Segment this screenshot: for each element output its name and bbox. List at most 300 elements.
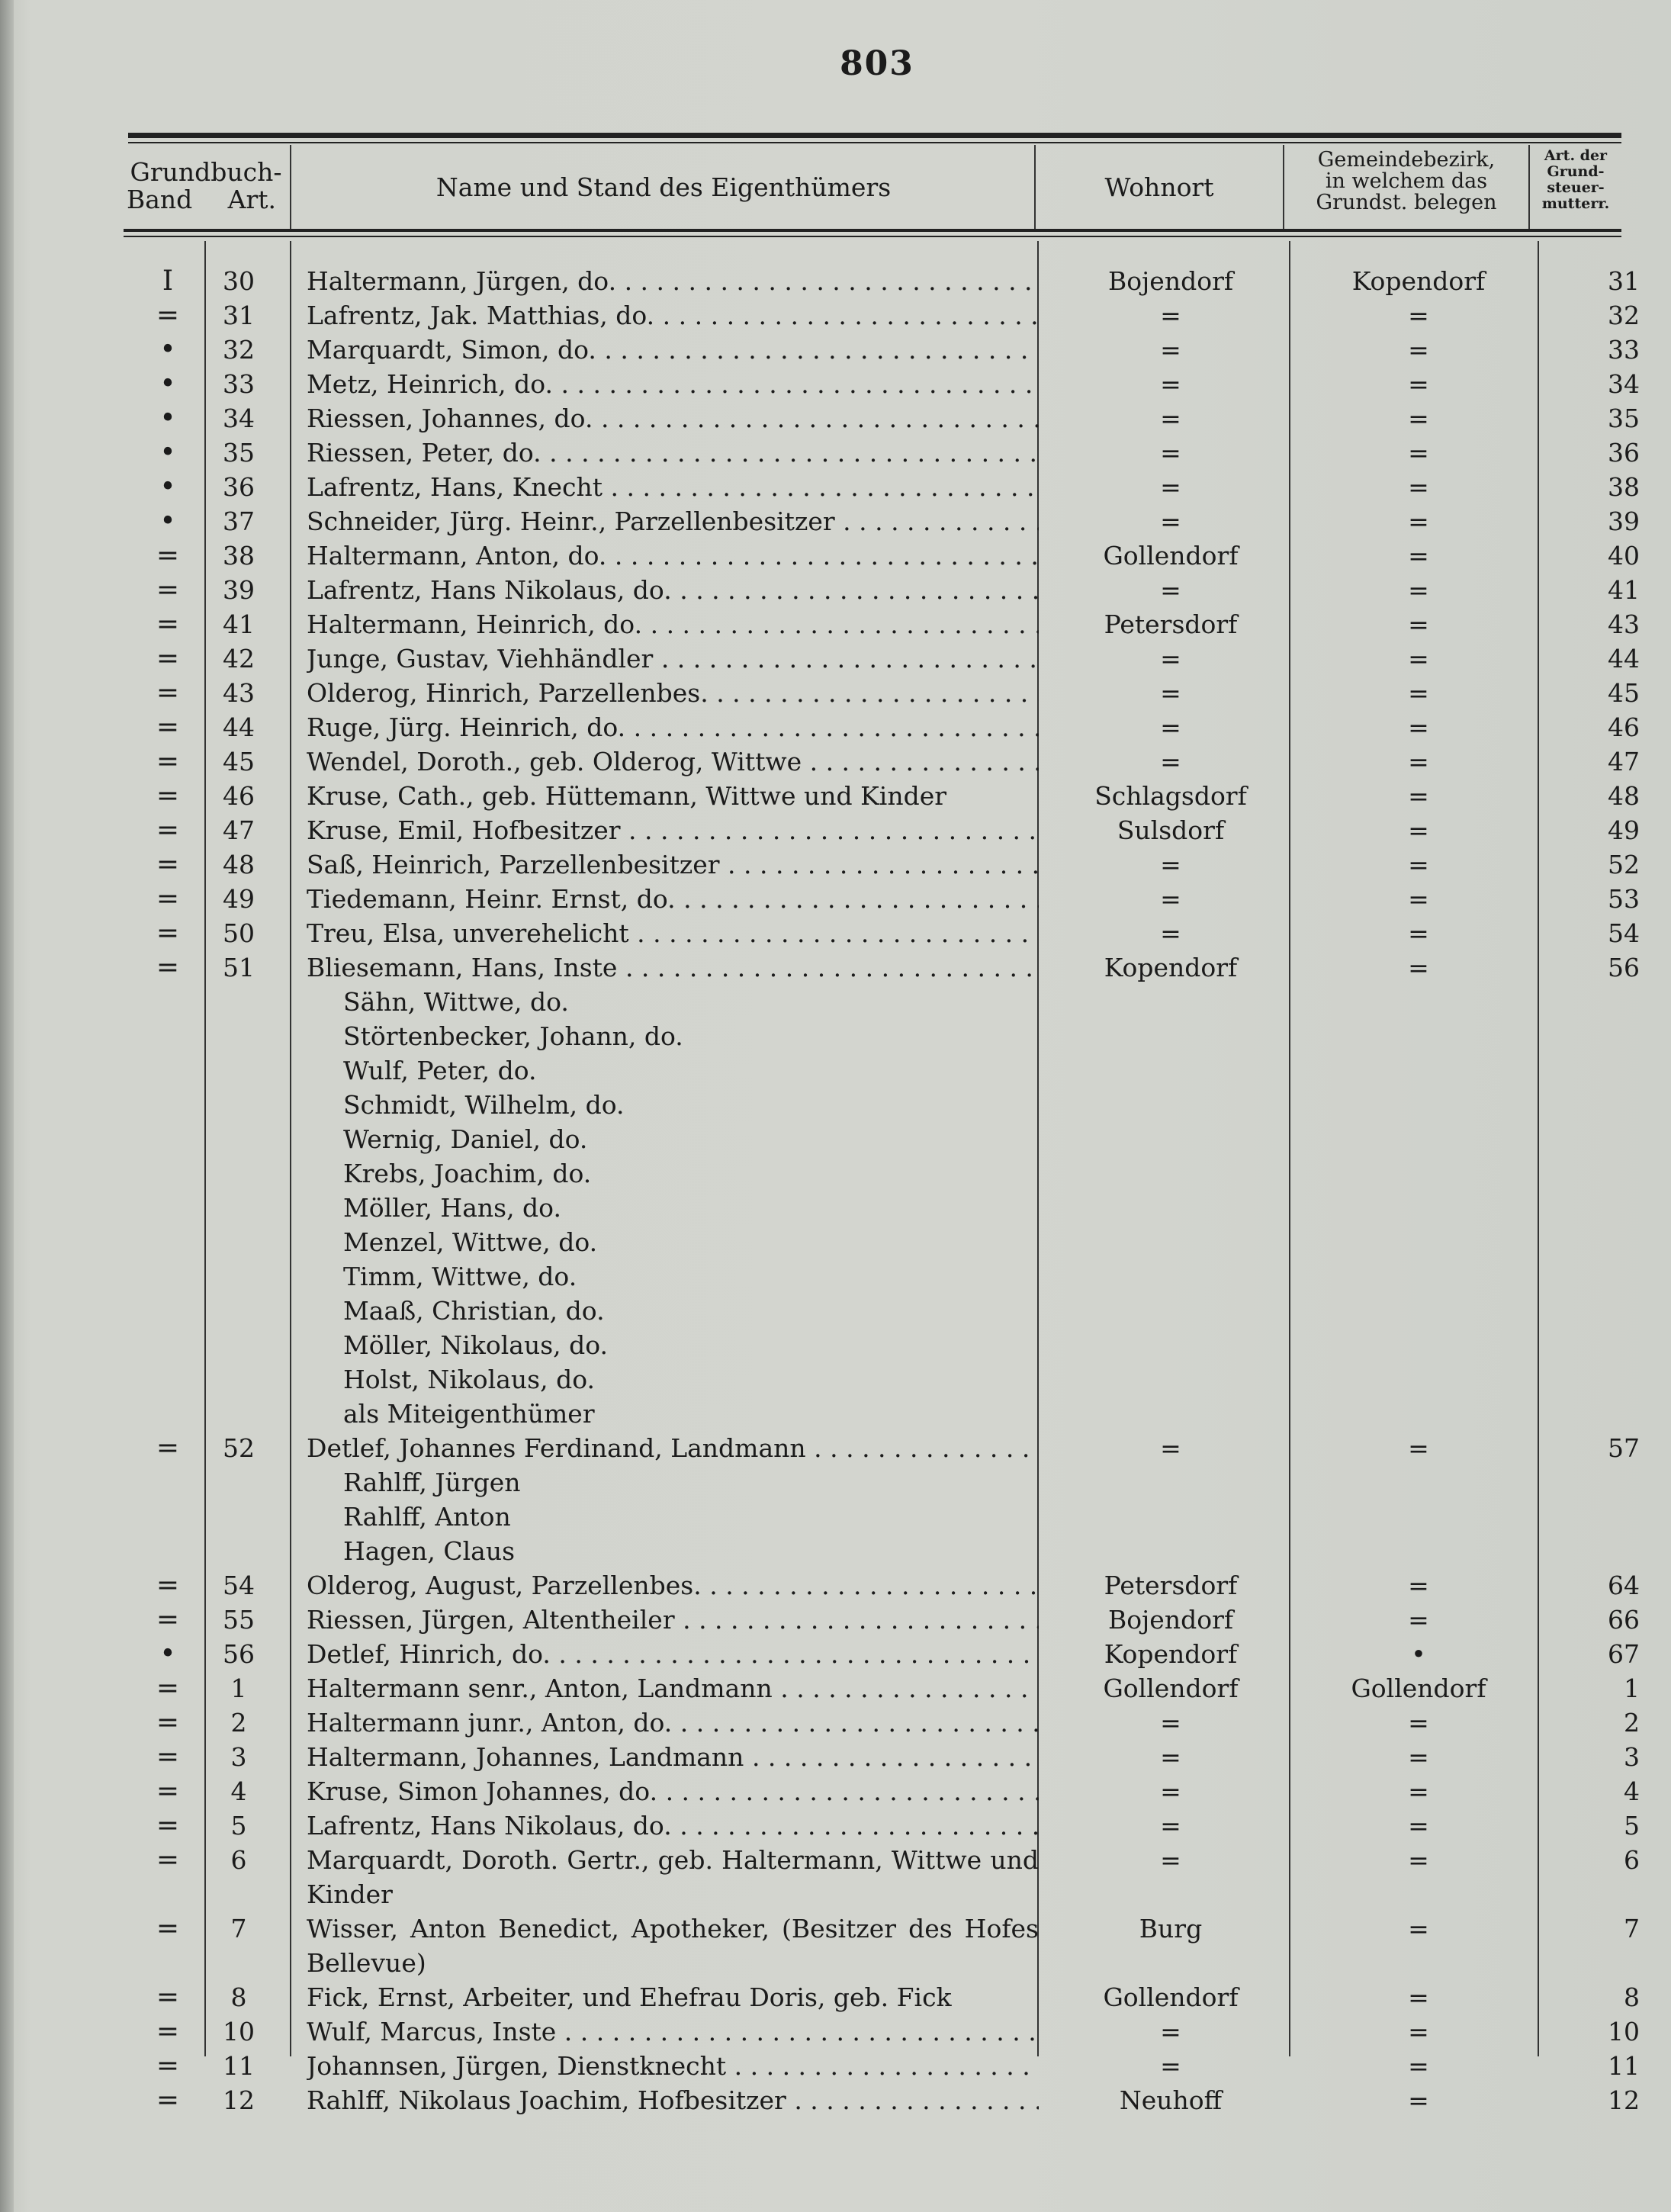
wohnort-cell: = (1160, 301, 1181, 330)
table-row (0, 367, 1671, 401)
gemeinde-cell: = (1408, 301, 1429, 330)
gemeinde-cell: = (1408, 1742, 1429, 1772)
steuer-cell: 1 (1624, 1673, 1640, 1703)
owner-name: Rahlff, Nikolaus Joachim, Hofbesitzer . . . (307, 2083, 1039, 2117)
gemeinde-cell: = (1408, 747, 1429, 776)
art-cell: 1 (230, 1673, 247, 1703)
steuer-cell: 35 (1608, 403, 1640, 433)
art-cell: 50 (223, 918, 255, 948)
header-gemeinde (1284, 150, 1528, 214)
band-cell: • (159, 471, 176, 503)
wohnort-cell: Gollendorf (1103, 1673, 1239, 1703)
owner-name: Wendel, Doroth., geb. Olderog, Wittwe . . . (307, 744, 1039, 779)
wohnort-cell: = (1160, 678, 1181, 708)
wohnort-cell: = (1160, 747, 1181, 776)
header-gemeinde-l3: Grundst. belegen (1316, 191, 1497, 214)
steuer-cell: 52 (1608, 850, 1640, 879)
band-cell: • (159, 334, 176, 365)
band-cell: = (156, 849, 180, 880)
gemeinde-cell: = (1408, 2017, 1429, 2046)
band-cell: = (156, 643, 180, 674)
owner-name: Haltermann, Johannes, Landmann . . . (307, 1740, 1039, 1774)
wohnort-cell: Schlagsdorf (1094, 781, 1247, 811)
table-row (0, 573, 1671, 607)
steuer-cell: 56 (1608, 953, 1640, 982)
owner-name: Haltermann junr., Anton, do. . . . (307, 1706, 1039, 1740)
wohnort-cell: = (1160, 438, 1181, 468)
table-row-continuation (0, 985, 1671, 1019)
header-steuer-l3: steuer- (1547, 179, 1605, 196)
gemeinde-cell: = (1408, 953, 1429, 982)
owner-name: Ruge, Jürg. Heinrich, do. . . . (307, 710, 1039, 744)
gemeinde-cell: = (1408, 884, 1429, 914)
band-cell: = (156, 1432, 180, 1464)
table-row-continuation (0, 1019, 1671, 1053)
table-row (0, 1809, 1671, 1843)
table-row-continuation (0, 1362, 1671, 1397)
gemeinde-cell: = (1408, 1776, 1429, 1806)
gemeinde-cell: = (1408, 678, 1429, 708)
gemeinde-cell: = (1408, 1571, 1429, 1600)
wohnort-cell: = (1160, 1708, 1181, 1738)
gemeinde-cell: = (1408, 506, 1429, 536)
header-art: Art. (227, 185, 276, 214)
gemeinde-cell: = (1408, 2051, 1429, 2081)
table-row (0, 1671, 1671, 1706)
steuer-cell: 43 (1608, 609, 1640, 639)
steuer-cell: 31 (1608, 266, 1640, 296)
steuer-cell: 12 (1608, 2085, 1640, 2115)
table-row-continuation (0, 1191, 1671, 1225)
gemeinde-cell: Kopendorf (1351, 266, 1486, 296)
owner-name: Kruse, Cath., geb. Hüttemann, Wittwe und Kinder (307, 781, 947, 811)
wohnort-cell: = (1160, 884, 1181, 914)
table-row (0, 676, 1671, 710)
table-row-continuation (0, 1053, 1671, 1088)
wohnort-cell: = (1160, 1742, 1181, 1772)
band-cell: • (159, 403, 176, 434)
table-row (0, 1706, 1671, 1740)
steuer-cell: 32 (1608, 301, 1640, 330)
art-cell: 37 (223, 506, 255, 536)
band-cell: = (156, 1673, 180, 1704)
art-cell: 38 (223, 541, 255, 571)
page-number: 803 (840, 44, 914, 83)
steuer-cell: 46 (1608, 712, 1640, 742)
gemeinde-cell: = (1408, 2085, 1429, 2115)
owner-name: Schmidt, Wilhelm, do. (343, 1090, 625, 1120)
gemeinde-cell: = (1408, 1605, 1429, 1635)
header-gemeinde-l1: Gemeindebezirk, (1317, 148, 1496, 172)
table-row (0, 1603, 1671, 1637)
band-cell: = (156, 300, 180, 331)
owner-name: Bliesemann, Hans, Inste . . . (307, 950, 1039, 985)
table-row (0, 1843, 1671, 1911)
owner-name: Holst, Nikolaus, do. (343, 1365, 595, 1394)
art-cell: 10 (223, 2017, 255, 2046)
table-row (0, 950, 1671, 985)
header-wohnort: Wohnort (1104, 172, 1214, 202)
header-gemeinde-l2: in welchem das (1325, 169, 1488, 193)
owner-name: Marquardt, Simon, do. . . . (307, 333, 1039, 367)
table-row-continuation (0, 1156, 1671, 1191)
steuer-cell: 5 (1624, 1811, 1640, 1841)
header-top-rule-thick (128, 133, 1621, 138)
art-cell: 33 (223, 369, 255, 399)
owner-table (0, 264, 1671, 2117)
owner-name: Rahlff, Anton (343, 1502, 511, 1532)
steuer-cell: 36 (1608, 438, 1640, 468)
owner-name: Sähn, Wittwe, do. (343, 987, 569, 1017)
band-cell: = (156, 1810, 180, 1841)
wohnort-cell: Petersdorf (1104, 1571, 1238, 1600)
table-row (0, 264, 1671, 298)
art-cell: 56 (223, 1639, 255, 1669)
owner-name: Lafrentz, Hans, Knecht . . . (307, 470, 1039, 504)
art-cell: 34 (223, 403, 255, 433)
gemeinde-cell: = (1408, 609, 1429, 639)
art-cell: 31 (223, 301, 255, 330)
wohnort-cell: = (1160, 506, 1181, 536)
steuer-cell: 3 (1624, 1742, 1640, 1772)
owner-name: Störtenbecker, Johann, do. (343, 1021, 683, 1051)
band-cell: = (156, 780, 180, 812)
owner-name: Lafrentz, Jak. Matthias, do. . . . (307, 298, 1039, 333)
art-cell: 2 (230, 1708, 247, 1738)
table-row-continuation (0, 1397, 1671, 1431)
wohnort-cell: Kopendorf (1104, 953, 1238, 982)
table-row (0, 641, 1671, 676)
steuer-cell: 2 (1624, 1708, 1640, 1738)
owner-name: Wulf, Marcus, Inste . . . (307, 2014, 1039, 2049)
band-cell: = (156, 952, 180, 983)
wohnort-cell: Gollendorf (1103, 541, 1239, 571)
art-cell: 6 (230, 1845, 247, 1875)
wohnort-cell: = (1160, 1845, 1181, 1875)
wohnort-cell: = (1160, 335, 1181, 365)
art-cell: 44 (223, 712, 255, 742)
owner-name: Wisser, Anton Benedict, Apotheker, (Besitzer des Hofes Bellevue) (307, 1914, 1039, 1978)
table-row (0, 401, 1671, 436)
wohnort-cell: = (1160, 472, 1181, 502)
art-cell: 47 (223, 815, 255, 845)
steuer-cell: 47 (1608, 747, 1640, 776)
gemeinde-cell: = (1408, 1811, 1429, 1841)
table-row (0, 916, 1671, 950)
owner-name: Haltermann, Jürgen, do. . . . (307, 264, 1039, 298)
header-grundbuch (122, 159, 290, 214)
steuer-cell: 10 (1608, 2017, 1640, 2046)
gemeinde-cell: = (1408, 369, 1429, 399)
wohnort-cell: = (1160, 1811, 1181, 1841)
table-row (0, 1637, 1671, 1671)
steuer-cell: 66 (1608, 1605, 1640, 1635)
gemeinde-cell: = (1408, 1914, 1429, 1944)
table-row-continuation (0, 1225, 1671, 1259)
table-row-continuation (0, 1122, 1671, 1156)
band-cell: = (156, 883, 180, 915)
gemeinde-cell: = (1408, 815, 1429, 845)
owner-name: Haltermann, Anton, do. . . . (307, 539, 1039, 573)
owner-name: Riessen, Jürgen, Altentheiler . . . (307, 1603, 1039, 1637)
band-cell: = (156, 1913, 180, 1944)
wohnort-cell: = (1160, 403, 1181, 433)
steuer-cell: 57 (1608, 1433, 1640, 1463)
wohnort-cell: Burg (1139, 1914, 1203, 1944)
owner-name: Riessen, Johannes, do. . . . (307, 401, 1039, 436)
gemeinde-cell: = (1408, 1845, 1429, 1875)
owner-name: Wernig, Daniel, do. (343, 1124, 588, 1154)
gemeinde-cell: = (1408, 712, 1429, 742)
owner-name: Schneider, Jürg. Heinr., Parzellenbesitzer . . . (307, 504, 1039, 539)
table-row (0, 333, 1671, 367)
gemeinde-cell: = (1408, 781, 1429, 811)
art-cell: 42 (223, 644, 255, 674)
steuer-cell: 33 (1608, 335, 1640, 365)
owner-name: Möller, Nikolaus, do. (343, 1330, 609, 1360)
steuer-cell: 38 (1608, 472, 1640, 502)
header-grundbuch-line1: Grundbuch- (130, 157, 282, 187)
steuer-cell: 11 (1608, 2051, 1640, 2081)
gemeinde-cell: = (1408, 438, 1429, 468)
steuer-cell: 6 (1624, 1845, 1640, 1875)
wohnort-cell: = (1160, 644, 1181, 674)
band-cell: = (156, 1844, 180, 1876)
band-cell: • (159, 437, 176, 468)
steuer-cell: 40 (1608, 541, 1640, 571)
art-cell: 49 (223, 884, 255, 914)
table-row-continuation (0, 1088, 1671, 1122)
band-cell: • (159, 506, 176, 537)
table-row-continuation (0, 1328, 1671, 1362)
wohnort-cell: = (1160, 918, 1181, 948)
wohnort-cell: = (1160, 575, 1181, 605)
art-cell: 4 (230, 1776, 247, 1806)
art-cell: 46 (223, 781, 255, 811)
art-cell: 55 (223, 1605, 255, 1635)
wohnort-cell: = (1160, 2017, 1181, 2046)
header-steuer (1530, 148, 1621, 212)
table-row (0, 1980, 1671, 2014)
header-steuer-l4: mutterr. (1541, 195, 1610, 212)
header-top-rule-thin (128, 142, 1621, 143)
owner-name: Rahlff, Jürgen (343, 1468, 521, 1497)
owner-name: Detlef, Hinrich, do. . . . (307, 1637, 1039, 1671)
table-row (0, 847, 1671, 882)
band-cell: = (156, 1570, 180, 1601)
steuer-cell: 4 (1624, 1776, 1640, 1806)
wohnort-cell: Sulsdorf (1117, 815, 1225, 845)
table-row (0, 1911, 1671, 1980)
owner-name: Treu, Elsa, unverehelicht . . . (307, 916, 1039, 950)
gemeinde-cell: = (1408, 918, 1429, 948)
steuer-cell: 54 (1608, 918, 1640, 948)
owner-name: Kruse, Emil, Hofbesitzer . . . (307, 813, 1039, 847)
header-bottom-rule-thin (124, 236, 1621, 237)
owner-name: Metz, Heinrich, do. . . . (307, 367, 1039, 401)
owner-name: Möller, Hans, do. (343, 1193, 561, 1223)
table-row-continuation (0, 1500, 1671, 1534)
band-cell: = (156, 1776, 180, 1807)
band-cell: = (156, 609, 180, 640)
gemeinde-cell: = (1408, 403, 1429, 433)
art-cell: 48 (223, 850, 255, 879)
band-cell: • (159, 368, 176, 400)
band-cell: = (156, 918, 180, 949)
steuer-cell: 49 (1608, 815, 1640, 845)
owner-name: Tiedemann, Heinr. Ernst, do. . . . (307, 882, 1039, 916)
band-cell: = (156, 1707, 180, 1738)
header-sep-1 (290, 145, 291, 229)
steuer-cell: 39 (1608, 506, 1640, 536)
table-row (0, 779, 1671, 813)
table-row-continuation (0, 1259, 1671, 1294)
wohnort-cell: Bojendorf (1107, 1605, 1234, 1635)
steuer-cell: 53 (1608, 884, 1640, 914)
art-cell: 35 (223, 438, 255, 468)
owner-name: Fick, Ernst, Arbeiter, und Ehefrau Doris, geb. Fick (307, 1982, 952, 2012)
band-cell: • (159, 1638, 176, 1670)
wohnort-cell: = (1160, 1776, 1181, 1806)
wohnort-cell: Neuhoff (1119, 2085, 1223, 2115)
table-row-continuation (0, 1465, 1671, 1500)
table-row (0, 298, 1671, 333)
table-row (0, 2049, 1671, 2083)
wohnort-cell: Kopendorf (1104, 1639, 1238, 1669)
owner-name: Johannsen, Jürgen, Dienstknecht . . . (307, 2049, 1039, 2083)
table-row (0, 504, 1671, 539)
table-row-continuation (0, 1294, 1671, 1328)
art-cell: 43 (223, 678, 255, 708)
steuer-cell: 67 (1608, 1639, 1640, 1669)
band-cell: = (156, 2050, 180, 2082)
steuer-cell: 48 (1608, 781, 1640, 811)
owner-name: Timm, Wittwe, do. (343, 1262, 577, 1291)
art-cell: 7 (230, 1914, 247, 1944)
table-row (0, 2083, 1671, 2117)
band-cell: = (156, 2016, 180, 2047)
steuer-cell: 8 (1624, 1982, 1640, 2012)
header-name: Name und Stand des Eigenthümers (435, 172, 892, 202)
art-cell: 30 (223, 266, 255, 296)
art-cell: 51 (223, 953, 255, 982)
art-cell: 39 (223, 575, 255, 605)
table-row (0, 813, 1671, 847)
art-cell: 52 (223, 1433, 255, 1463)
table-row (0, 607, 1671, 641)
owner-name: Menzel, Wittwe, do. (343, 1227, 598, 1257)
header-bottom-rule (124, 229, 1621, 232)
owner-name: Haltermann, Heinrich, do. . . . (307, 607, 1039, 641)
gemeinde-cell: = (1408, 335, 1429, 365)
band-cell: = (156, 574, 180, 606)
owner-name: Hagen, Claus (343, 1536, 516, 1566)
art-cell: 41 (223, 609, 255, 639)
band-cell: = (156, 677, 180, 709)
table-row (0, 470, 1671, 504)
owner-name: Saß, Heinrich, Parzellenbesitzer . . . (307, 847, 1039, 882)
band-cell: = (156, 815, 180, 846)
gemeinde-cell: = (1408, 644, 1429, 674)
steuer-cell: 64 (1608, 1571, 1640, 1600)
table-row (0, 1568, 1671, 1603)
owner-name: Lafrentz, Hans Nikolaus, do. . . . (307, 573, 1039, 607)
table-row (0, 436, 1671, 470)
header-steuer-l2: Grund- (1547, 163, 1605, 180)
table-row-continuation (0, 1534, 1671, 1568)
owner-name: Olderog, August, Parzellenbes. . . . (307, 1568, 1039, 1603)
owner-name: Wulf, Peter, do. (343, 1056, 537, 1085)
art-cell: 36 (223, 472, 255, 502)
band-cell: = (156, 1741, 180, 1773)
gemeinde-cell: = (1408, 1433, 1429, 1463)
gemeinde-cell: = (1408, 541, 1429, 571)
gemeinde-cell: Gollendorf (1351, 1673, 1486, 1703)
art-cell: 54 (223, 1571, 255, 1600)
header-sep-2 (1034, 145, 1036, 229)
art-cell: 45 (223, 747, 255, 776)
wohnort-cell: = (1160, 850, 1181, 879)
owner-name: Kruse, Simon Johannes, do. . . . (307, 1774, 1039, 1809)
art-cell: 8 (230, 1982, 247, 2012)
table-row (0, 710, 1671, 744)
owner-name: Junge, Gustav, Viehhändler . . . (307, 641, 1039, 676)
owner-name: Riessen, Peter, do. . . . (307, 436, 1039, 470)
band-cell: = (156, 2085, 180, 2116)
band-cell: = (156, 540, 180, 571)
gemeinde-cell: • (1411, 1639, 1426, 1669)
steuer-cell: 44 (1608, 644, 1640, 674)
table-row (0, 539, 1671, 573)
band-cell: I (162, 265, 174, 297)
header-band: Band (127, 185, 193, 214)
wohnort-cell: = (1160, 712, 1181, 742)
table-row (0, 1774, 1671, 1809)
wohnort-cell: = (1160, 2051, 1181, 2081)
owner-name: Haltermann senr., Anton, Landmann . . . (307, 1671, 1039, 1706)
gemeinde-cell: = (1408, 850, 1429, 879)
gemeinde-cell: = (1408, 575, 1429, 605)
gemeinde-cell: = (1408, 1708, 1429, 1738)
owner-name: Olderog, Hinrich, Parzellenbes. . . . (307, 676, 1039, 710)
table-row (0, 2014, 1671, 2049)
owner-name: Marquardt, Doroth. Gertr., geb. Haltermann, Wittwe und Kinder (307, 1845, 1039, 1909)
owner-name: als Miteigenthümer (343, 1399, 595, 1429)
band-cell: = (156, 746, 180, 777)
wohnort-cell: = (1160, 369, 1181, 399)
band-cell: = (156, 1982, 180, 2013)
owner-name: Lafrentz, Hans Nikolaus, do. . . . (307, 1809, 1039, 1843)
art-cell: 12 (223, 2085, 255, 2115)
table-row (0, 1431, 1671, 1465)
wohnort-cell: Bojendorf (1107, 266, 1234, 296)
art-cell: 5 (230, 1811, 247, 1841)
steuer-cell: 34 (1608, 369, 1640, 399)
art-cell: 11 (223, 2051, 255, 2081)
wohnort-cell: Petersdorf (1104, 609, 1238, 639)
owner-name: Detlef, Johannes Ferdinand, Landmann . . . (307, 1431, 1039, 1465)
steuer-cell: 7 (1624, 1914, 1640, 1944)
table-row (0, 744, 1671, 779)
gemeinde-cell: = (1408, 1982, 1429, 2012)
steuer-cell: 41 (1608, 575, 1640, 605)
art-cell: 3 (230, 1742, 247, 1772)
header-steuer-l1: Art. der (1544, 147, 1608, 164)
band-cell: = (156, 712, 180, 743)
steuer-cell: 45 (1608, 678, 1640, 708)
gemeinde-cell: = (1408, 472, 1429, 502)
table-row (0, 1740, 1671, 1774)
